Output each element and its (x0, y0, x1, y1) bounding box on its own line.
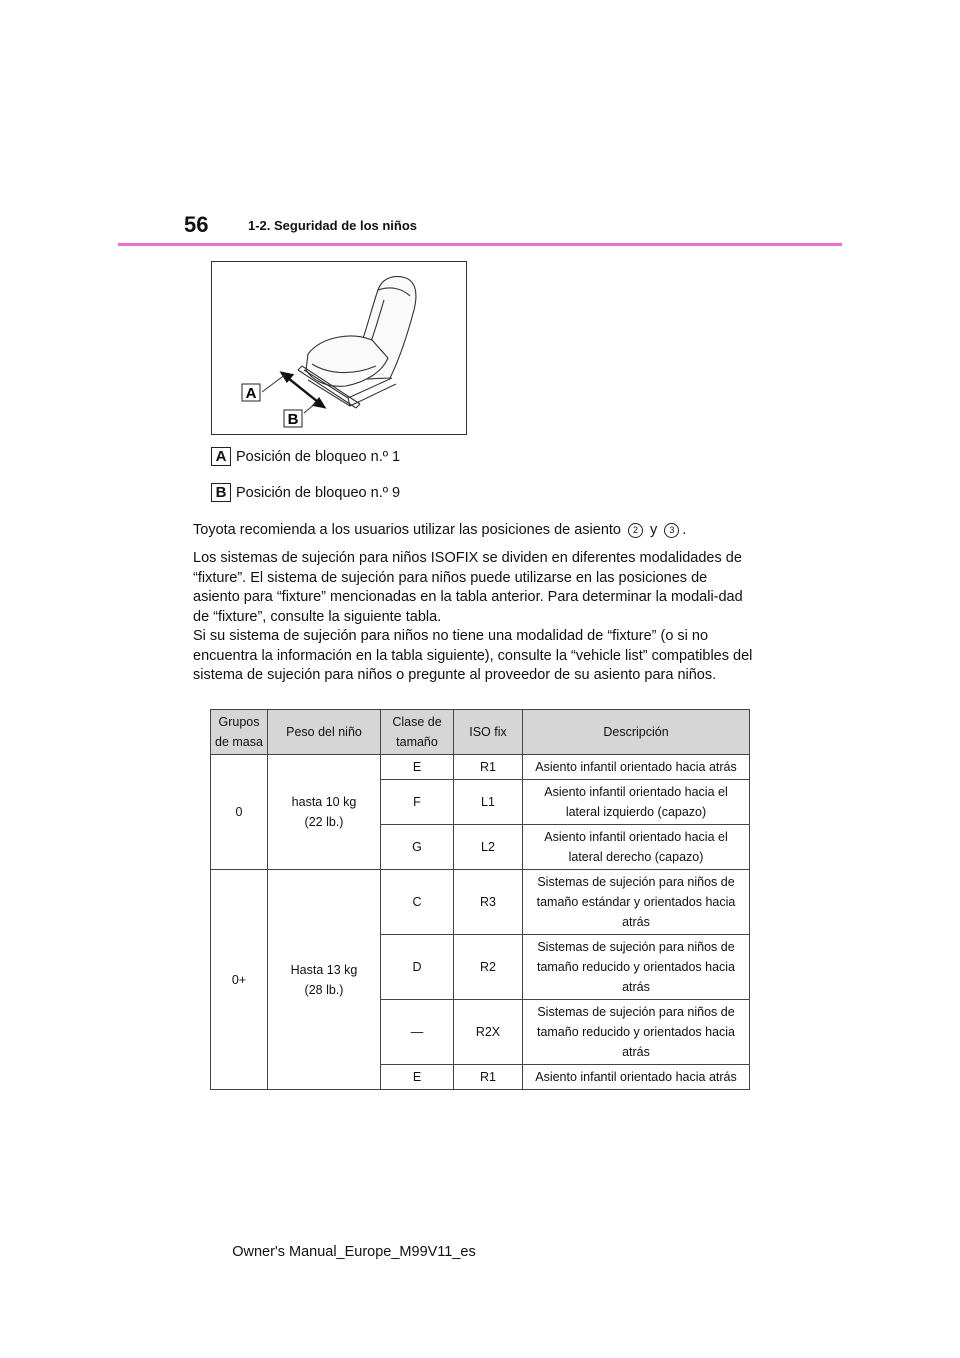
description-cell: Sistemas de sujeción para niños de tamaño reducido y orientados hacia atrás (523, 1000, 750, 1065)
table-header-row (211, 710, 750, 755)
weight-cell: Hasta 13 kg (28 lb.) (268, 870, 381, 1090)
recommendation-before: Toyota recomienda a los usuarios utilizar las posiciones de asiento (193, 522, 626, 538)
column-header-iso-fix: ISO fix (454, 710, 523, 755)
iso-fix-cell: R3 (454, 870, 523, 935)
footer (0, 1244, 960, 1260)
description-cell: Asiento infantil orientado hacia el lateral izquierdo (capazo) (523, 780, 750, 825)
footer-text: Owner's Manual_Europe_M99V11_es (232, 1244, 476, 1260)
iso-fix-cell: L2 (454, 825, 523, 870)
seat-number-badge: 3 (664, 523, 679, 538)
column-header-size-class: Clase de tamaño (381, 710, 454, 755)
mass-group-cell: 0+ (211, 870, 268, 1090)
recommendation-after: . (682, 522, 687, 538)
isofix-table (210, 709, 750, 1090)
legend-key: A (211, 447, 231, 466)
size-class-cell: G (381, 825, 454, 870)
seat-illustration (211, 261, 467, 435)
iso-fix-cell: R1 (454, 755, 523, 780)
description-cell: Sistemas de sujeción para niños de tamaño reducido y orientados hacia atrás (523, 935, 750, 1000)
legend-key: B (211, 483, 231, 502)
seat-number-badge: 2 (628, 523, 643, 538)
weight-cell: hasta 10 kg (22 lb.) (268, 755, 381, 870)
recommendation-text (193, 521, 753, 541)
figure-label-b: B (287, 411, 299, 428)
size-class-cell: D (381, 935, 454, 1000)
size-class-cell: — (381, 1000, 454, 1065)
header-rule (118, 243, 842, 246)
description-cell: Asiento infantil orientado hacia atrás (523, 755, 750, 780)
legend-item-b (211, 483, 400, 502)
iso-fix-cell: R2X (454, 1000, 523, 1065)
mass-group-cell: 0 (211, 755, 268, 870)
legend-text: Posición de bloqueo n.º 9 (236, 484, 401, 501)
description-cell: Asiento infantil orientado hacia el lateral derecho (capazo) (523, 825, 750, 870)
table-row (211, 870, 750, 935)
legend-text: Posición de bloqueo n.º 1 (236, 448, 401, 465)
seat-drawing (212, 262, 466, 434)
section-title: 1-2. Seguridad de los niños (248, 218, 418, 233)
iso-fix-cell: R2 (454, 935, 523, 1000)
description-cell: Asiento infantil orientado hacia atrás (523, 1065, 750, 1090)
table-row (211, 755, 750, 780)
iso-fix-cell: R1 (454, 1065, 523, 1090)
column-header-weight: Peso del niño (268, 710, 381, 755)
column-header-mass-group: Grupos de masa (211, 710, 268, 755)
iso-fix-cell: L1 (454, 780, 523, 825)
column-header-description: Descripción (523, 710, 750, 755)
recommendation-middle: y (646, 522, 662, 538)
page-number: 56 (184, 212, 209, 237)
description-cell: Sistemas de sujeción para niños de tamaño estándar y orientados hacia atrás (523, 870, 750, 935)
size-class-cell: E (381, 1065, 454, 1090)
size-class-cell: E (381, 755, 454, 780)
legend-item-a (211, 447, 400, 466)
figure-label-a: A (245, 385, 257, 402)
size-class-cell: F (381, 780, 454, 825)
isofix-paragraph: Los sistemas de sujeción para niños ISOFIX se dividen en diferentes modalidades de “fixture”. El sistema de sujeción para niños puede utilizarse en las posiciones de asiento para “fixture” mencionadas en la tabla anterior. Para determinar la modali-dad de “fixture”, consulte la siguiente tabla. Si su sistema de sujeción para niños no tiene una modalidad de “fixture” (o si no encuentra la información en la tabla siguiente), consulte la “vehicle list” compatibles del sistema de sujeción para niños o pregunte al proveedor de su asiento para niños. (193, 550, 753, 683)
size-class-cell: C (381, 870, 454, 935)
